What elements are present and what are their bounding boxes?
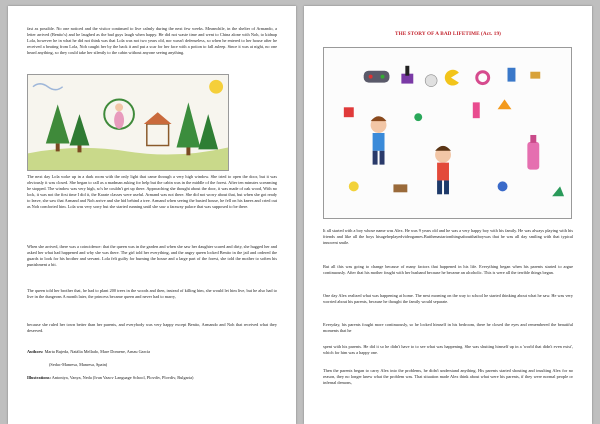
right-page	[304, 6, 592, 424]
right-paragraph-1: It all started with a boy whose name was Alex. He was 9 years old and he was a very happy boy with his family. He was always playing with his friends and like all the boys hisageheplayedvideogames.Butthenastartonthingsaboutthatboywas that he was all day smiling with that typical innocent smile.	[323, 228, 573, 245]
illustrations-names: Antoniya, Vanya, Neda (Ivan Vazov Language School, Plovdiv, Plovdiv, Bulgaria)	[51, 375, 194, 380]
right-paragraph-3: One day Alex realized what was happening at home. The next morning on the way to school he started thinking about what he saw. He was very worried about his parents, because he thought the family would separate.	[323, 293, 573, 304]
authors-school	[27, 362, 277, 368]
left-paragraph-2: The next day Lola woke up in a dark room with the only light that came through a very high window. She tried to open the door, but it was obviously it was closed. She began to call as a madman asking for help but the cabin was in the middle of the forest. After ten minutes screaming he stopped. The window was very high, so's he couldn't get up there. Approaching she thought about the door, it was made of oak wood, With no lock, it was not the first time I did it, the Karate classes were useful. Armand was not there. She did not worry about that, but when she got ready to leave, she saw that Armand and Noh arrive and she hid behind a tree. Armand when seeing the busted house, he fell on his knees and cried out as Noh comforted him. Lola was very sorry but she started running until she saw a faraway palace that was supposed to be there.	[27, 174, 277, 209]
right-paragraph-5: spent with his parents. He did it so he didn't have to to see what was happening. She was shutting himself up in a 'world that didn't even exist', which for him was a happy one.	[323, 344, 573, 355]
right-paragraph-6: Then the parents began to carry Alex into the problems, he didn't understand anything. His parents started shouting and insulting Alex for no reason, they no longer knew what the problem was. That situation made Alex think about what were his parents, if they were normal people or infernal demons,	[323, 368, 573, 385]
left-paragraph-5: because she ruled her town better than her parents, and everybody was very happy except Benito, Armando and Noh that received what they deserved.	[27, 322, 277, 333]
left-page	[8, 6, 296, 424]
right-paragraph-2: But all this was going to change because of many factors that happened in his life. Everything began when his parents started to argue continuously. After that his mother fought with her husband because he became an alcoholic. This is were all the terrible things began.	[323, 264, 573, 275]
right-paragraph-4: Everyday, his parents fought more continuously, so he locked himself in his bedroom, there he closed the eyes and remembered the beautiful moments that he	[323, 322, 573, 333]
left-paragraph-intro: fast as possible. No one noticed and the visitor continued to live calmly during the next few weeks. Meanwhile, in the shelter of Armando, a letter arrived (Benito's) and he laughed as the bad guys laugh when happy. He did not waste time and went to China alone with Noh, to kidnap Lola, however he in what he did not think was that Lola was not two years old, nor wasn't defenseless, so when he entered to her house after he received a beating from Lola, Noh caught her by the back it and put a scar for her face with a potion to fall asleep. Since it was at night, no one heard anything, so they could take her silently to the cabin without anyone seeing anything.	[27, 26, 277, 55]
illustrations-label: Illustrations:	[27, 375, 51, 380]
illustrations-credit	[27, 375, 277, 381]
authors-label: Authors:	[27, 349, 44, 354]
boy-games-illustration	[323, 47, 572, 219]
authors-credit	[27, 349, 277, 355]
story-title: THE STORY OF A BAD LIFETIME (Act. 19)	[395, 31, 501, 37]
left-paragraph-4: The queen told her brother that, he had to plant 200 trees in the woods and then, instead of killing him, she would let him live, but he also had to live in the dungeons A month later, the princess became queen and never had to marry,	[27, 288, 277, 299]
left-paragraph-3: When she arrived, there was a coincidence: that the queen was in the garden and when she saw her daughter scared and dirty, she hugged her and asked her what had happened and why she was there. The girl told her everything, and the angry queen locked Benito in the jail and ordered the guards to look for his brother and servant. Lola felt guilty for burning the house and a large part of the forest, she told the mother to soften his punishment a bit.	[27, 244, 277, 267]
authors-school-text: (Sedac-Manresa, Manresa, Spain)	[49, 362, 108, 367]
forest-cabin-illustration	[27, 74, 229, 171]
authors-names: Marta Bujeda, Natàlia Mellado, Mare Domene, Arnau García	[44, 349, 151, 354]
